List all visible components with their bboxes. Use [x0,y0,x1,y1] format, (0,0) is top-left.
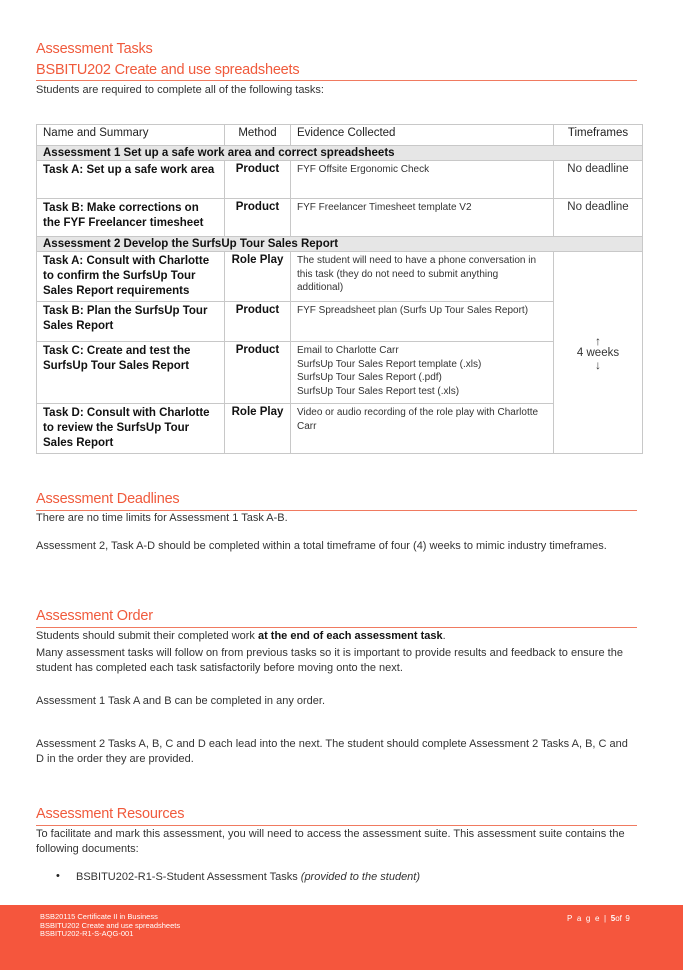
timeframe-label: 4 weeks [576,346,620,359]
title-rule [36,80,637,81]
task-method: Product [225,342,291,404]
page-label: P a g e | [567,914,608,923]
task-name: Task C: Create and test the SurfsUp Tour Sales Report [37,342,225,404]
page-total: 9 [625,914,630,923]
task-name: Task A: Set up a safe work area [37,161,225,199]
table-row [37,342,643,404]
order-p4: Assessment 2 Tasks A, B, C and D each lead into the next. The student should complete Assessment 2 Tasks A, B, C and D in the order they are provided. [36,738,628,765]
resources-rule [36,825,637,826]
task-name: Task B: Plan the SurfsUp Tour Sales Report [37,302,225,342]
section-title-deadlines: Assessment Deadlines [36,491,180,507]
task-evidence: The student will need to have a phone conversation in this task (they do not need to submit anything additional) [291,252,554,302]
order-p1 [36,629,636,644]
footer-line-1: BSB20115 Certificate II in Business [40,912,158,921]
bullet-icon: • [56,870,60,882]
resource-item-name: BSBITU202-R1-S-Student Assessment Tasks [76,871,301,883]
task-name: Task A: Consult with Charlotte to confirm the SurfsUp Tour Sales Report requirements [37,252,225,302]
col-header-name: Name and Summary [37,125,225,146]
resources-p1: To facilitate and mark this assessment, you will need to access the assessment suite. This assessment suite contains the following documents: [36,828,625,855]
arrow-down-icon: ↓ [595,357,601,372]
deadlines-p2: Assessment 2, Task A-D should be completed within a total timeframe of four (4) weeks to mimic industry timeframes. [36,540,607,552]
evidence-line: SurfsUp Tour Sales Report (.pdf) [297,372,442,383]
deadlines-p1: There are no time limits for Assessment 1 Task A-B. [36,512,288,524]
section-label: Assessment 1 Set up a safe work area and correct spreadsheets [37,146,643,161]
table-header-row [37,125,643,146]
resource-item [76,870,636,885]
page-of: of [615,914,622,923]
order-p1-end: . [442,630,446,642]
page-current: 5 [610,914,616,923]
task-timeframe: No deadline [554,161,643,199]
order-rule [36,627,637,628]
task-method: Product [225,161,291,199]
task-method: Role Play [225,404,291,454]
footer-course-info [40,913,180,939]
table-row [37,252,643,302]
table-row [37,161,643,199]
evidence-line: Email to Charlotte Carr [297,345,399,356]
section-title-resources: Assessment Resources [36,806,185,822]
task-evidence: FYF Offsite Ergonomic Check [291,161,554,199]
task-name: Task B: Make corrections on the FYF Freelancer timesheet [37,199,225,237]
task-name: Task D: Consult with Charlotte to review the SurfsUp Tour Sales Report [37,404,225,454]
footer-line-3: BSBITU202-R1-S-AQG-001 [40,929,134,938]
evidence-line: SurfsUp Tour Sales Report template (.xls) [297,358,482,370]
assessment-2-timeframe [554,252,643,454]
task-timeframe: No deadline [554,199,643,237]
task-method: Role Play [225,252,291,302]
task-method: Product [225,199,291,237]
section-title-assessment-tasks: Assessment Tasks [36,41,153,57]
section-title-order: Assessment Order [36,608,153,624]
col-header-timeframes: Timeframes [554,125,643,146]
evidence-line: SurfsUp Tour Sales Report test (.xls) [297,385,460,397]
section-label: Assessment 2 Develop the SurfsUp Tour Sales Report [37,237,643,252]
task-method: Product [225,302,291,342]
section-row-assessment-2 [37,237,643,252]
section-row-assessment-1 [37,146,643,161]
order-p2: Many assessment tasks will follow on from previous tasks so it is important to provide results and feedback to ensure the student has completed each task satisfactorily before moving onto the next. [36,647,623,674]
unit-title: BSBITU202 Create and use spreadsheets [36,62,300,78]
arrow-up-icon: ↑ [595,333,601,348]
task-evidence: FYF Spreadsheet plan (Surfs Up Tour Sales Report) [291,302,554,342]
table-row [37,199,643,237]
page-footer [0,905,683,970]
page-number [567,914,630,923]
tasks-intro: Students are required to complete all of the following tasks: [36,84,324,96]
table-row [37,404,643,454]
assessment-tasks-table [36,124,643,454]
task-evidence-list [291,342,554,404]
task-evidence: Video or audio recording of the role play with Charlotte Carr [291,404,554,454]
table-row [37,302,643,342]
resource-item-note: (provided to the student) [300,871,421,883]
col-header-method: Method [225,125,291,146]
task-evidence: FYF Freelancer Timesheet template V2 [291,199,554,237]
footer-line-2: BSBITU202 Create and use spreadsheets [40,920,181,930]
col-header-evidence: Evidence Collected [291,125,554,146]
order-p1-emphasis: at the end of each assessment task [257,630,443,642]
order-p3: Assessment 1 Task A and B can be completed in any order. [36,695,326,707]
order-p1-text: Students should submit their completed work [36,630,258,642]
